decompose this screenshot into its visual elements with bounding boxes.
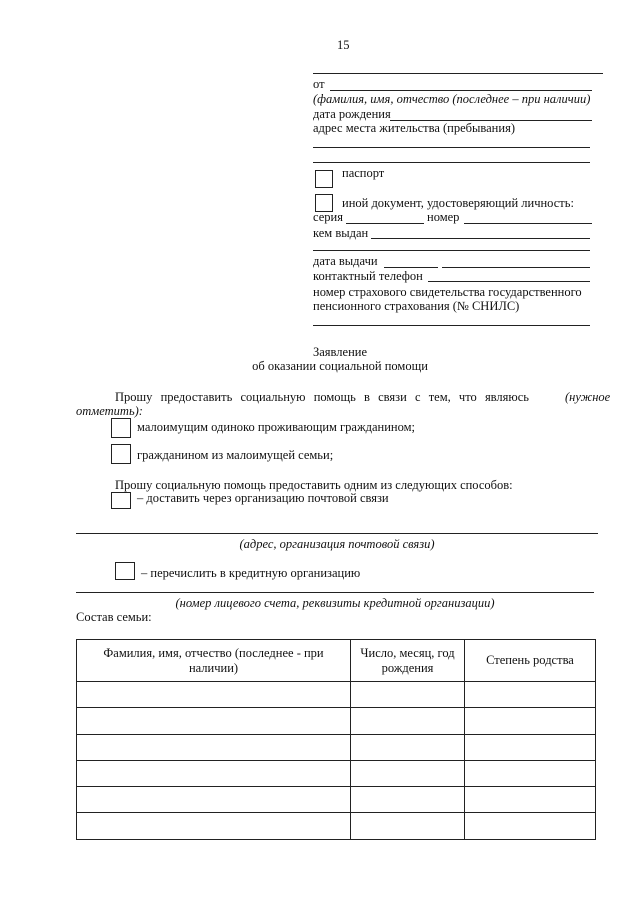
request-text: Прошу предоставить социальную помощь в связи с тем, что являюсь	[115, 390, 529, 404]
address-field-2[interactable]	[313, 162, 590, 163]
birth-date-cell[interactable]	[351, 760, 465, 786]
option-family-checkbox[interactable]	[111, 444, 131, 464]
relationship-cell[interactable]	[465, 760, 596, 786]
top-line	[313, 73, 603, 74]
bank-details-field[interactable]	[76, 592, 594, 593]
birth-date-cell[interactable]	[351, 813, 465, 839]
post-address-hint: (адрес, организация почтовой связи)	[239, 537, 435, 551]
delivery-intro: Прошу социальную помощь предоставить одним из следующих способов:	[115, 478, 513, 492]
column-header-relationship: Степень родства	[465, 640, 596, 682]
family-label: Состав семьи:	[76, 610, 152, 624]
name-cell[interactable]	[77, 787, 351, 813]
post-delivery-checkbox[interactable]	[111, 492, 131, 509]
name-cell[interactable]	[77, 708, 351, 734]
table-row	[77, 708, 596, 734]
option-lonely-label: малоимущим одиноко проживающим гражданином;	[137, 420, 415, 434]
number-label: номер	[427, 210, 460, 224]
birth-date-label: дата рождения	[313, 107, 391, 121]
name-cell[interactable]	[77, 760, 351, 786]
table-header-row	[77, 640, 596, 682]
table-row	[77, 787, 596, 813]
document-title: Заявление	[312, 345, 367, 359]
name-cell[interactable]	[77, 682, 351, 708]
from-label: от	[313, 77, 325, 91]
issue-date-field-a[interactable]	[384, 267, 438, 268]
column-header-birth-date: Число, месяц, год рождения	[351, 640, 465, 682]
request-note: (нужное	[565, 390, 611, 404]
name-cell[interactable]	[77, 734, 351, 760]
issued-by-field-2[interactable]	[313, 250, 590, 251]
column-header-name: Фамилия, имя, отчество (последнее - при наличии)	[77, 640, 351, 682]
address-field-1[interactable]	[313, 147, 590, 148]
relationship-cell[interactable]	[465, 682, 596, 708]
table-row	[77, 682, 596, 708]
family-table	[76, 639, 596, 840]
bank-transfer-checkbox[interactable]	[115, 562, 135, 580]
address-label: адрес места жительства (пребывания)	[313, 121, 515, 135]
relationship-cell[interactable]	[465, 708, 596, 734]
other-document-label: иной документ, удостоверяющий личность:	[342, 196, 574, 210]
document-subtitle: об оказании социальной помощи	[252, 359, 428, 373]
birth-date-cell[interactable]	[351, 708, 465, 734]
from-field[interactable]	[330, 90, 592, 91]
issued-by-field-1[interactable]	[371, 238, 590, 239]
snils-label-line1: номер страхового свидетельства государственного	[313, 285, 582, 299]
series-label: серия	[313, 210, 343, 224]
relationship-cell[interactable]	[465, 734, 596, 760]
table-row	[77, 760, 596, 786]
request-note-2: отметить):	[76, 404, 143, 418]
snils-field[interactable]	[313, 325, 590, 326]
name-cell[interactable]	[77, 813, 351, 839]
option-lonely-checkbox[interactable]	[111, 418, 131, 438]
phone-label: контактный телефон	[313, 269, 423, 283]
birth-date-cell[interactable]	[351, 682, 465, 708]
post-delivery-label: – доставить через организацию почтовой связи	[137, 491, 389, 505]
bank-transfer-label: – перечислить в кредитную организацию	[141, 566, 361, 580]
issue-date-label: дата выдачи	[313, 254, 378, 268]
phone-field[interactable]	[428, 281, 590, 282]
passport-checkbox[interactable]	[315, 170, 333, 188]
snils-label-line2: пенсионного страхования (№ СНИЛС)	[313, 299, 520, 313]
issued-by-label: кем выдан	[313, 226, 369, 240]
passport-label: паспорт	[342, 166, 385, 180]
birth-date-cell[interactable]	[351, 734, 465, 760]
name-hint: (фамилия, имя, отчество (последнее – при наличии)	[313, 92, 591, 106]
relationship-cell[interactable]	[465, 813, 596, 839]
option-family-label: гражданином из малоимущей семьи;	[137, 448, 334, 462]
issue-date-field-b[interactable]	[442, 267, 590, 268]
post-address-field[interactable]	[76, 533, 598, 534]
bank-details-hint: (номер лицевого счета, реквизиты кредитной организации)	[175, 596, 495, 610]
table-row	[77, 813, 596, 839]
series-field[interactable]	[346, 223, 424, 224]
page-number: 15	[337, 38, 350, 52]
number-field[interactable]	[464, 223, 592, 224]
birth-date-cell[interactable]	[351, 787, 465, 813]
table-row	[77, 734, 596, 760]
relationship-cell[interactable]	[465, 787, 596, 813]
